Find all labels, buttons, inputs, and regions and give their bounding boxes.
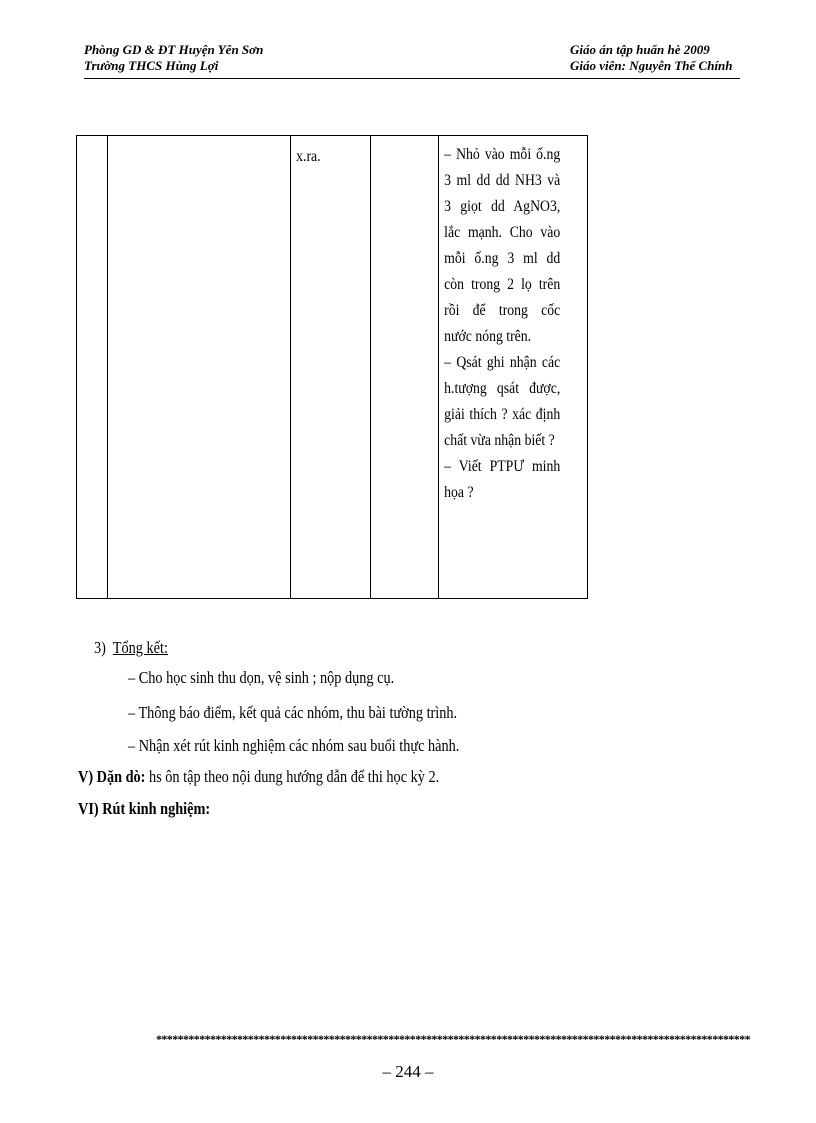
- footer-star-divider: **************************************************************************************************************: [156, 1032, 751, 1046]
- homework-label: V) Dặn dò:: [78, 767, 146, 786]
- table-cell-3-text: x.ra.: [296, 148, 321, 165]
- summary-item: – Nhận xét rút kinh nghiệm các nhóm sau buổi thực hành.: [128, 736, 460, 755]
- header-left: [84, 42, 263, 74]
- header-school: Trường THCS Hùng Lợi: [84, 58, 219, 73]
- homework-line: [78, 766, 508, 788]
- summary-heading-label: Tổng kết:: [112, 638, 168, 657]
- activity-step: – Nhỏ vào mỗi ố.ng 3 ml dd dd NH3 và 3 giọt dd AgNO3, lắc mạnh. Cho vào mỗi ố.ng 3 ml dd còn trong 2 lọ trên rồi để trong cốc nước nóng trên.: [444, 146, 561, 345]
- experience-label: VI) Rút kinh nghiệm:: [78, 799, 211, 818]
- header-department: Phòng GD & ĐT Huyện Yên Sơn: [84, 42, 264, 57]
- summary-item: – Cho học sinh thu dọn, vệ sinh ; nộp dụng cụ.: [128, 668, 395, 687]
- table-cell-1: [77, 136, 108, 599]
- table-cell-3: [291, 136, 371, 599]
- experience-line: [78, 798, 235, 820]
- activity-step: – Viết PTPƯ minh họa ?: [444, 458, 561, 501]
- summary-heading-number: 3): [94, 638, 106, 657]
- homework-text: hs ôn tập theo nội dung hướng dẫn để thi học kỳ 2.: [145, 767, 440, 786]
- header-divider: [84, 78, 740, 79]
- lesson-table: [76, 135, 588, 599]
- header-teacher: Giáo viên: Nguyễn Thế Chính: [570, 58, 733, 73]
- activity-steps: [439, 136, 564, 506]
- summary-item: – Thông báo điểm, kết quả các nhóm, thu bài tường trình.: [128, 703, 458, 722]
- summary-heading: [94, 637, 182, 659]
- header-lesson-plan-title: Giáo án tập huấn hè 2009: [570, 42, 710, 57]
- page-number: – 244 –: [382, 1062, 434, 1081]
- table-cell-5: [439, 136, 588, 599]
- table-cell-2: [108, 136, 291, 599]
- table-cell-4: [371, 136, 439, 599]
- table-row: [77, 136, 588, 599]
- header-right: [570, 42, 740, 74]
- activity-step: – Qsát ghi nhận các h.tượng qsát được, giải thích ? xác định chất vừa nhận biết ?: [444, 354, 561, 449]
